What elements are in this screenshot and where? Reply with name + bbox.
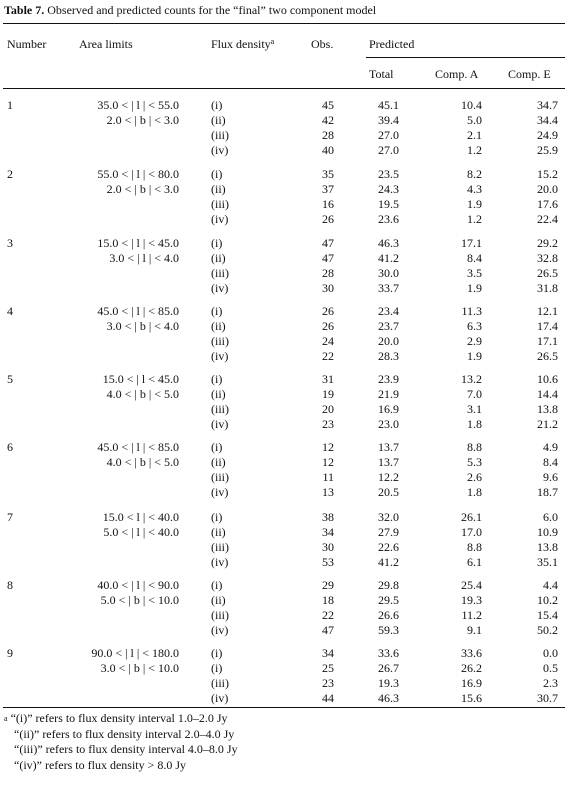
flux-interval: (iii) <box>211 334 229 348</box>
flux-interval: (iv) <box>211 691 229 705</box>
predicted-comp-a: 2.9 <box>467 334 482 348</box>
predicted-comp-e: 32.8 <box>537 251 558 265</box>
area-limit-1: 15.0 < | l < 45.0 <box>102 372 179 386</box>
predicted-comp-a-column <box>451 646 482 706</box>
observed-count-column <box>310 510 334 570</box>
predicted-comp-e: 17.4 <box>537 319 558 333</box>
area-limits <box>79 372 179 402</box>
predicted-total: 46.3 <box>378 691 399 705</box>
header-rule <box>3 88 565 89</box>
area-limit-1: 90.0 < | l | < 180.0 <box>91 646 179 660</box>
predicted-comp-e: 0.5 <box>543 661 558 675</box>
area-limits <box>79 646 179 676</box>
predicted-comp-a: 7.0 <box>467 387 482 401</box>
predicted-total: 23.7 <box>378 319 399 333</box>
predicted-comp-a: 25.4 <box>461 578 482 592</box>
predicted-comp-a-column <box>451 167 482 227</box>
observed-count: 30 <box>322 540 334 554</box>
flux-interval: (i) <box>211 372 223 386</box>
flux-interval: (iv) <box>211 143 229 157</box>
predicted-comp-a-column <box>451 510 482 570</box>
row-number: 3 <box>7 236 13 250</box>
footnote-marker: a <box>4 714 8 723</box>
predicted-comp-a: 1.9 <box>467 197 482 211</box>
predicted-comp-a-column <box>451 98 482 158</box>
table-caption <box>4 2 564 18</box>
observed-count: 47 <box>322 623 334 637</box>
area-limits <box>79 236 179 266</box>
predicted-comp-a: 5.0 <box>467 113 482 127</box>
predicted-comp-a-column <box>451 372 482 432</box>
predicted-total: 22.6 <box>378 540 399 554</box>
predicted-comp-e: 18.7 <box>537 485 558 499</box>
predicted-total: 45.1 <box>378 98 399 112</box>
predicted-comp-a: 6.1 <box>467 555 482 569</box>
row-number: 8 <box>7 578 13 592</box>
predicted-total: 27.0 <box>378 128 399 142</box>
flux-interval: (ii) <box>211 593 226 607</box>
observed-count-column <box>310 440 334 500</box>
predicted-total-column <box>368 236 399 296</box>
observed-count: 16 <box>322 197 334 211</box>
predicted-comp-a: 8.4 <box>467 251 482 265</box>
footnote-line-1 <box>4 711 238 727</box>
header-flux-density-text: Flux density <box>211 37 271 51</box>
predicted-comp-e-column <box>527 578 558 638</box>
table-row-group <box>0 167 570 247</box>
table-title: Observed and predicted counts for the “final” two component model <box>47 3 377 17</box>
predicted-comp-e: 25.9 <box>537 143 558 157</box>
predicted-total-column <box>368 98 399 158</box>
area-limits <box>79 167 179 197</box>
header-obs: Obs. <box>311 37 334 51</box>
observed-count: 30 <box>322 281 334 295</box>
observed-count: 22 <box>322 608 334 622</box>
observed-count: 34 <box>322 525 334 539</box>
flux-interval: (iv) <box>211 555 229 569</box>
flux-interval: (i) <box>211 236 223 250</box>
predicted-total: 21.9 <box>378 387 399 401</box>
observed-count: 35 <box>322 167 334 181</box>
flux-interval: (iv) <box>211 281 229 295</box>
predicted-comp-e: 14.4 <box>537 387 558 401</box>
predicted-comp-e: 2.3 <box>543 676 558 690</box>
predicted-total: 27.9 <box>378 525 399 539</box>
observed-count: 20 <box>322 402 334 416</box>
observed-count: 12 <box>322 440 334 454</box>
predicted-total: 27.0 <box>378 143 399 157</box>
predicted-comp-e: 34.4 <box>537 113 558 127</box>
observed-count: 38 <box>322 510 334 524</box>
observed-count: 47 <box>322 251 334 265</box>
footnote-line-2 <box>4 727 238 743</box>
predicted-total: 26.7 <box>378 661 399 675</box>
table-label: Table 7. <box>4 3 45 17</box>
predicted-total: 41.2 <box>378 555 399 569</box>
flux-interval: (iv) <box>211 417 229 431</box>
flux-interval: (ii) <box>211 525 226 539</box>
predicted-comp-e: 13.8 <box>537 402 558 416</box>
predicted-total: 30.0 <box>378 266 399 280</box>
observed-count: 18 <box>322 593 334 607</box>
flux-interval: (iii) <box>211 540 229 554</box>
area-limit-1: 40.0 < | l | < 90.0 <box>97 578 179 592</box>
flux-interval-column <box>211 98 229 158</box>
predicted-comp-a: 4.3 <box>467 182 482 196</box>
predicted-comp-e: 50.2 <box>537 623 558 637</box>
observed-count: 28 <box>322 266 334 280</box>
predicted-comp-a: 6.3 <box>467 319 482 333</box>
flux-interval: (iv) <box>211 212 229 226</box>
predicted-comp-a: 17.0 <box>461 525 482 539</box>
predicted-comp-e-column <box>527 98 558 158</box>
predicted-comp-e: 13.8 <box>537 540 558 554</box>
area-limit-1: 35.0 < | l | < 55.0 <box>97 98 179 112</box>
flux-interval: (iii) <box>211 402 229 416</box>
predicted-comp-e: 29.2 <box>537 236 558 250</box>
predicted-comp-e: 35.1 <box>537 555 558 569</box>
predicted-total: 33.6 <box>378 646 399 660</box>
row-number: 4 <box>7 304 13 318</box>
predicted-total: 20.5 <box>378 485 399 499</box>
predicted-total: 19.5 <box>378 197 399 211</box>
area-limit-2: 4.0 < | b | < 5.0 <box>106 455 179 469</box>
flux-interval-column <box>211 440 229 500</box>
predicted-comp-a: 16.9 <box>461 676 482 690</box>
predicted-total: 13.7 <box>378 440 399 454</box>
predicted-total: 29.5 <box>378 593 399 607</box>
predicted-total: 20.0 <box>378 334 399 348</box>
observed-count-column <box>310 578 334 638</box>
row-number: 9 <box>7 646 13 660</box>
predicted-total: 12.2 <box>378 470 399 484</box>
predicted-comp-a: 2.1 <box>467 128 482 142</box>
predicted-total-column <box>368 167 399 227</box>
predicted-comp-a: 17.1 <box>461 236 482 250</box>
predicted-total-column <box>368 440 399 500</box>
observed-count: 25 <box>322 661 334 675</box>
flux-interval-column <box>211 578 229 638</box>
observed-count: 13 <box>322 485 334 499</box>
area-limit-1: 15.0 < l | < 40.0 <box>102 510 179 524</box>
flux-interval: (ii) <box>211 182 226 196</box>
flux-interval-column <box>211 510 229 570</box>
flux-interval: (iv) <box>211 485 229 499</box>
predicted-comp-e: 10.2 <box>537 593 558 607</box>
predicted-total: 23.5 <box>378 167 399 181</box>
row-number: 5 <box>7 372 13 386</box>
predicted-total: 32.0 <box>378 510 399 524</box>
footnote-text-2: “(ii)” refers to flux density interval 2.0–4.0 Jy <box>14 726 235 741</box>
predicted-total-column <box>368 578 399 638</box>
table-row-group <box>0 98 570 178</box>
flux-interval-column <box>211 304 229 364</box>
observed-count: 40 <box>322 143 334 157</box>
flux-interval: (iii) <box>211 128 229 142</box>
predicted-total-column <box>368 304 399 364</box>
header-flux-density <box>211 36 274 52</box>
predicted-comp-a: 1.2 <box>467 212 482 226</box>
predicted-comp-a: 11.3 <box>461 304 482 318</box>
predicted-comp-a: 1.8 <box>467 417 482 431</box>
predicted-comp-e: 10.6 <box>537 372 558 386</box>
row-number: 1 <box>7 98 13 112</box>
header-number: Number <box>7 37 47 51</box>
observed-count: 19 <box>322 387 334 401</box>
predicted-comp-e: 8.4 <box>543 455 558 469</box>
flux-interval: (ii) <box>211 387 226 401</box>
predicted-total: 33.7 <box>378 281 399 295</box>
predicted-total: 23.0 <box>378 417 399 431</box>
predicted-comp-e-column <box>527 440 558 500</box>
area-limit-2: 5.0 < | l | < 40.0 <box>103 525 179 539</box>
row-number: 2 <box>7 167 13 181</box>
predicted-total: 23.6 <box>378 212 399 226</box>
observed-count-column <box>310 372 334 432</box>
area-limit-1: 55.0 < | l | < 80.0 <box>97 167 179 181</box>
predicted-comp-e: 24.9 <box>537 128 558 142</box>
flux-interval: (iv) <box>211 349 229 363</box>
flux-interval: (i) <box>211 167 223 181</box>
predicted-total: 29.8 <box>378 578 399 592</box>
flux-interval-column <box>211 167 229 227</box>
flux-interval: (iii) <box>211 608 229 622</box>
predicted-comp-e: 20.0 <box>537 182 558 196</box>
predicted-comp-a: 8.8 <box>467 540 482 554</box>
flux-interval: (i) <box>211 98 223 112</box>
observed-count: 26 <box>322 212 334 226</box>
flux-interval: (i) <box>211 661 223 675</box>
predicted-comp-a: 2.6 <box>467 470 482 484</box>
footnote-line-4 <box>4 758 238 774</box>
footnote-text-1: “(i)” refers to flux density interval 1.0–2.0 Jy <box>10 711 228 725</box>
observed-count: 34 <box>322 646 334 660</box>
observed-count-column <box>310 167 334 227</box>
predicted-total: 26.6 <box>378 608 399 622</box>
predicted-comp-a-column <box>451 236 482 296</box>
observed-count: 22 <box>322 349 334 363</box>
predicted-total: 13.7 <box>378 455 399 469</box>
header-comp-e: Comp. E <box>508 67 551 81</box>
predicted-total: 19.3 <box>378 676 399 690</box>
area-limit-2: 2.0 < | b | < 3.0 <box>106 182 179 196</box>
predicted-comp-a: 5.3 <box>467 455 482 469</box>
predicted-comp-e: 31.8 <box>537 281 558 295</box>
predicted-comp-e: 4.4 <box>543 578 558 592</box>
observed-count: 37 <box>322 182 334 196</box>
header-comp-a: Comp. A <box>435 67 479 81</box>
predicted-comp-a: 8.2 <box>467 167 482 181</box>
predicted-comp-a-column <box>451 578 482 638</box>
predicted-total-column <box>368 372 399 432</box>
observed-count: 31 <box>322 372 334 386</box>
predicted-total-column <box>368 510 399 570</box>
predicted-total-column <box>368 646 399 706</box>
observed-count-column <box>310 304 334 364</box>
predicted-comp-e: 22.4 <box>537 212 558 226</box>
predicted-comp-a: 26.2 <box>461 661 482 675</box>
predicted-comp-e: 34.7 <box>537 98 558 112</box>
predicted-comp-a: 3.1 <box>467 402 482 416</box>
predicted-total: 28.3 <box>378 349 399 363</box>
flux-interval: (iii) <box>211 197 229 211</box>
observed-count-column <box>310 98 334 158</box>
table-row-group <box>0 440 570 520</box>
area-limit-2: 3.0 < | b | < 10.0 <box>100 661 179 675</box>
observed-count: 24 <box>322 334 334 348</box>
predicted-comp-e-column <box>527 372 558 432</box>
footnote-text-4: “(iv)” refers to flux density > 8.0 Jy <box>14 757 187 772</box>
area-limits <box>79 440 179 470</box>
predicted-total: 24.3 <box>378 182 399 196</box>
observed-count: 23 <box>322 676 334 690</box>
flux-interval: (ii) <box>211 319 226 333</box>
predicted-comp-e: 26.5 <box>537 349 558 363</box>
area-limit-2: 5.0 < | b | < 10.0 <box>100 593 179 607</box>
area-limit-1: 45.0 < | l | < 85.0 <box>97 440 179 454</box>
predicted-total: 16.9 <box>378 402 399 416</box>
predicted-comp-e: 15.4 <box>537 608 558 622</box>
header-predicted: Predicted <box>369 37 415 51</box>
top-rule <box>3 23 565 24</box>
observed-count: 26 <box>322 319 334 333</box>
predicted-comp-e: 4.9 <box>543 440 558 454</box>
flux-interval: (ii) <box>211 113 226 127</box>
predicted-comp-a: 9.1 <box>467 623 482 637</box>
observed-count: 23 <box>322 417 334 431</box>
area-limit-2: 3.0 < | l | < 4.0 <box>109 251 179 265</box>
predicted-comp-e: 30.7 <box>537 691 558 705</box>
area-limit-1: 45.0 < | l | < 85.0 <box>97 304 179 318</box>
observed-count: 47 <box>322 236 334 250</box>
observed-count: 45 <box>322 98 334 112</box>
predicted-comp-a: 1.9 <box>467 349 482 363</box>
predicted-comp-e-column <box>527 304 558 364</box>
area-limits <box>79 578 179 608</box>
predicted-comp-a: 13.2 <box>461 372 482 386</box>
flux-interval: (i) <box>211 510 223 524</box>
predicted-comp-e: 17.1 <box>537 334 558 348</box>
observed-count: 53 <box>322 555 334 569</box>
predicted-total: 41.2 <box>378 251 399 265</box>
observed-count: 12 <box>322 455 334 469</box>
predicted-comp-e-column <box>527 236 558 296</box>
predicted-comp-e: 26.5 <box>537 266 558 280</box>
predicted-comp-a: 1.8 <box>467 485 482 499</box>
flux-interval: (i) <box>211 440 223 454</box>
predicted-comp-e: 6.0 <box>543 510 558 524</box>
predicted-comp-e: 21.2 <box>537 417 558 431</box>
predicted-total: 23.4 <box>378 304 399 318</box>
observed-count: 11 <box>322 470 334 484</box>
predicted-subrule <box>366 57 565 58</box>
predicted-comp-e-column <box>527 167 558 227</box>
area-limit-1: 15.0 < | l | < 45.0 <box>97 236 179 250</box>
predicted-comp-a: 1.9 <box>467 281 482 295</box>
flux-interval: (iii) <box>211 266 229 280</box>
area-limit-2: 2.0 < | b | < 3.0 <box>106 113 179 127</box>
flux-interval: (iii) <box>211 470 229 484</box>
predicted-comp-a-column <box>451 440 482 500</box>
predicted-comp-e: 10.9 <box>537 525 558 539</box>
observed-count: 26 <box>322 304 334 318</box>
predicted-total: 46.3 <box>378 236 399 250</box>
predicted-comp-a: 19.3 <box>461 593 482 607</box>
footnote-text-3: “(iii)” refers to flux density interval 4.0–8.0 Jy <box>14 742 238 756</box>
flux-interval-column <box>211 372 229 432</box>
predicted-comp-a: 26.1 <box>461 510 482 524</box>
observed-count: 29 <box>322 578 334 592</box>
predicted-comp-e: 17.6 <box>537 197 558 211</box>
flux-interval-column <box>211 236 229 296</box>
predicted-total: 59.3 <box>378 623 399 637</box>
predicted-comp-a: 11.2 <box>461 608 482 622</box>
predicted-total: 39.4 <box>378 113 399 127</box>
footnotes <box>4 711 238 773</box>
predicted-comp-a: 3.5 <box>467 266 482 280</box>
predicted-comp-a-column <box>451 304 482 364</box>
flux-interval: (iii) <box>211 676 229 690</box>
observed-count: 28 <box>322 128 334 142</box>
flux-interval: (i) <box>211 578 223 592</box>
predicted-comp-e-column <box>527 510 558 570</box>
footnote-line-3 <box>4 742 238 758</box>
bottom-rule <box>3 707 565 708</box>
row-number: 6 <box>7 440 13 454</box>
flux-interval: (i) <box>211 304 223 318</box>
predicted-comp-a: 33.6 <box>461 646 482 660</box>
predicted-comp-a: 10.4 <box>461 98 482 112</box>
predicted-comp-e-column <box>527 646 558 706</box>
header-flux-footnote-marker: a <box>270 37 275 46</box>
flux-interval: (iv) <box>211 623 229 637</box>
area-limits <box>79 304 179 334</box>
header-area-limits: Area limits <box>79 37 133 51</box>
flux-interval: (ii) <box>211 251 226 265</box>
observed-count-column <box>310 646 334 706</box>
observed-count: 44 <box>322 691 334 705</box>
observed-count: 42 <box>322 113 334 127</box>
header-total: Total <box>369 67 394 81</box>
predicted-comp-e: 12.1 <box>537 304 558 318</box>
area-limit-2: 3.0 < | b | < 4.0 <box>106 319 179 333</box>
predicted-total: 23.9 <box>378 372 399 386</box>
predicted-comp-a: 15.6 <box>461 691 482 705</box>
area-limit-2: 4.0 < | b | < 5.0 <box>106 387 179 401</box>
predicted-comp-e: 0.0 <box>543 646 558 660</box>
predicted-comp-e: 15.2 <box>537 167 558 181</box>
predicted-comp-a: 8.8 <box>467 440 482 454</box>
row-number: 7 <box>7 510 13 524</box>
area-limits <box>79 510 179 540</box>
flux-interval: (i) <box>211 646 223 660</box>
flux-interval: (ii) <box>211 455 226 469</box>
predicted-comp-e: 9.6 <box>543 470 558 484</box>
predicted-comp-a: 1.2 <box>467 143 482 157</box>
area-limits <box>79 98 179 128</box>
flux-interval-column <box>211 646 229 706</box>
observed-count-column <box>310 236 334 296</box>
